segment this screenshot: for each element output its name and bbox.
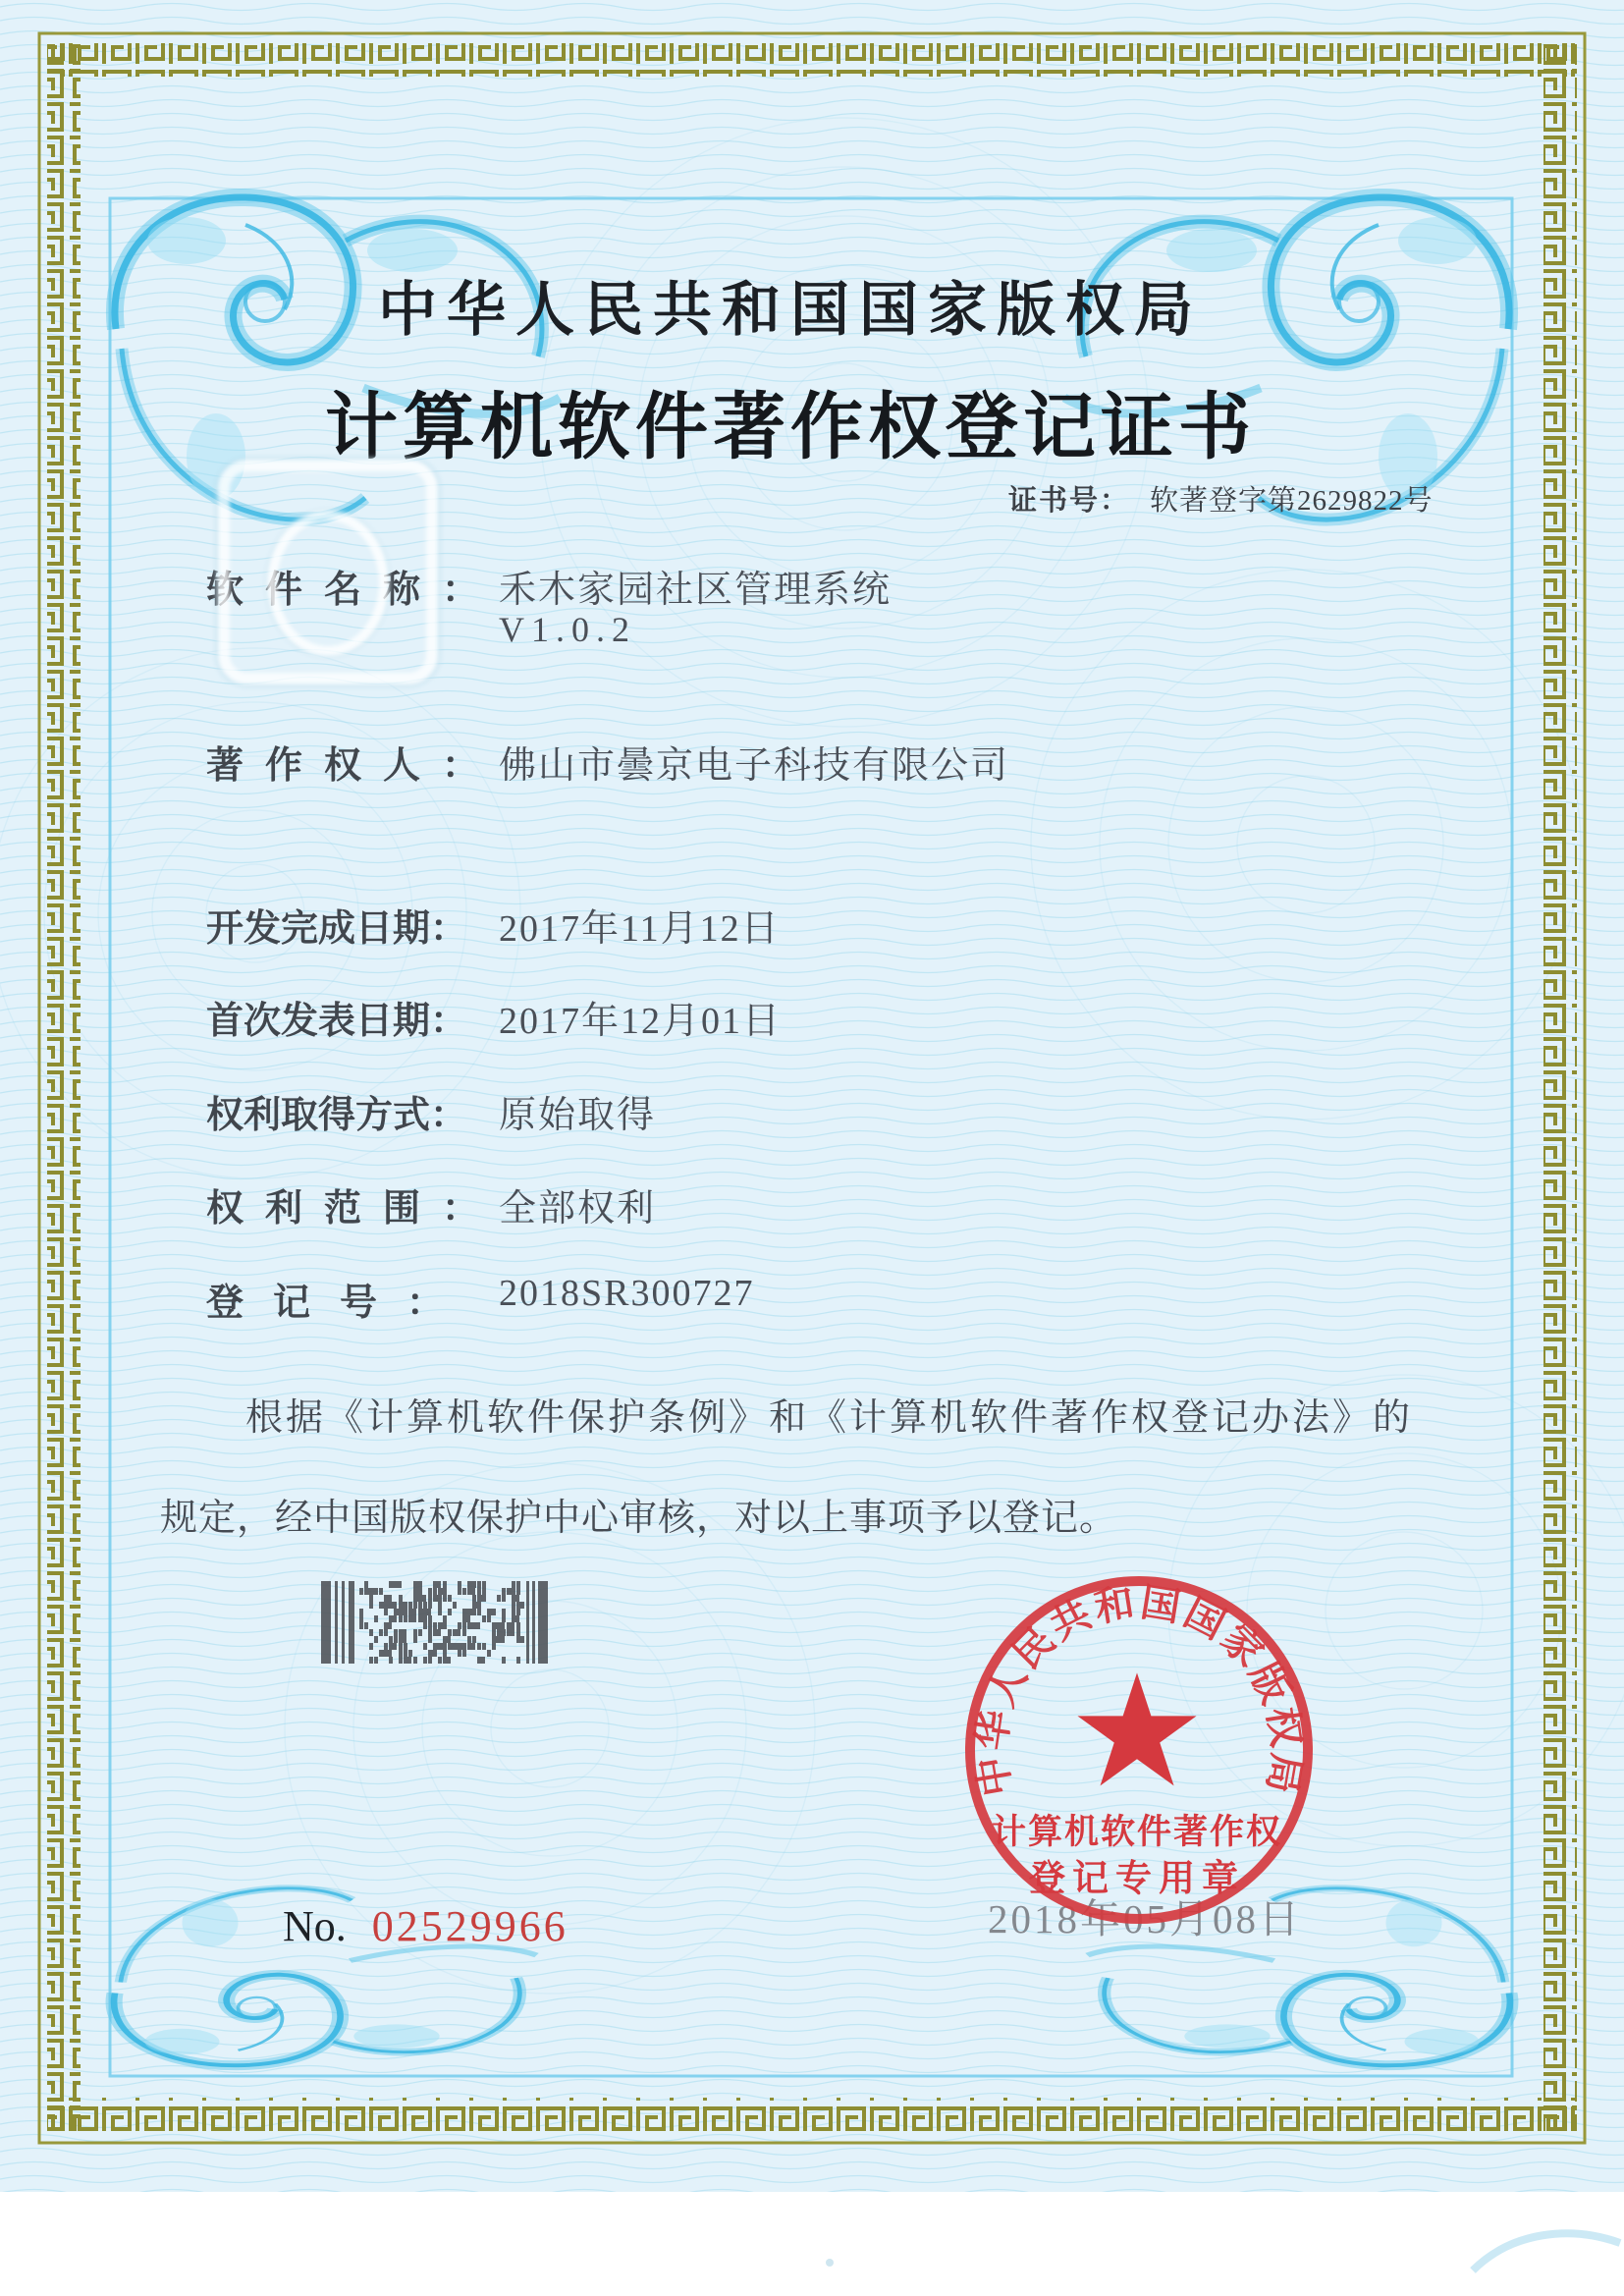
field-label-rights-scope: 权利范围： — [206, 1188, 502, 1230]
field-value-software-name: 禾木家园社区管理系统 — [499, 570, 893, 611]
field-value-registration-number: 2018SR300727 — [499, 1273, 755, 1314]
field-value-software-version: V1.0.2 — [499, 610, 636, 649]
certificate-number-value: 软著登字第2629822号 — [1150, 485, 1434, 517]
field-label-software-name: 软件名称： — [206, 570, 502, 611]
field-value-first-publish-date: 2017年12月01日 — [499, 1001, 783, 1042]
field-value-copyright-owner: 佛山市曇京电子科技有限公司 — [499, 745, 1010, 787]
serial-label: No. — [283, 1902, 347, 1950]
seal-text-line1: 计算机软件著作权 — [991, 1813, 1283, 1851]
field-label-dev-complete-date: 开发完成日期： — [206, 908, 468, 950]
field-value-rights-acquisition: 原始取得 — [499, 1095, 657, 1136]
field-value-rights-scope: 全部权利 — [499, 1188, 657, 1230]
scan-edge-marks — [0, 2192, 1624, 2296]
seal-text-line2: 登记专用章 — [1029, 1859, 1245, 1899]
serial-number: 02529966 — [371, 1902, 568, 1950]
seal-arc-text: 中华人民共和国国家版权局 — [968, 1579, 1310, 1800]
field-label-registration-number: 登记号： — [206, 1283, 474, 1324]
certificate-number-label: 证书号： — [1008, 485, 1131, 517]
issuer-title: 中华人民共和国国家版权局 — [378, 278, 1203, 343]
issue-date: 2018年05月08日 — [988, 1896, 1302, 1941]
field-label-rights-acquisition: 权利取得方式： — [206, 1095, 468, 1136]
field-label-first-publish-date: 首次发表日期： — [206, 1001, 468, 1042]
field-label-copyright-owner: 著作权人： — [206, 745, 502, 787]
certificate-title: 计算机软件著作权登记证书 — [325, 388, 1256, 468]
star-icon: ★ — [1067, 1641, 1207, 1823]
body-paragraph-line-2: 规定，经中国版权保护中心审核，对以上事项予以登记。 — [160, 1498, 1118, 1539]
field-value-dev-complete-date: 2017年11月12日 — [499, 908, 781, 950]
body-paragraph-line-1: 根据《计算机软件保护条例》和《计算机软件著作权登记办法》的 — [245, 1397, 1414, 1439]
